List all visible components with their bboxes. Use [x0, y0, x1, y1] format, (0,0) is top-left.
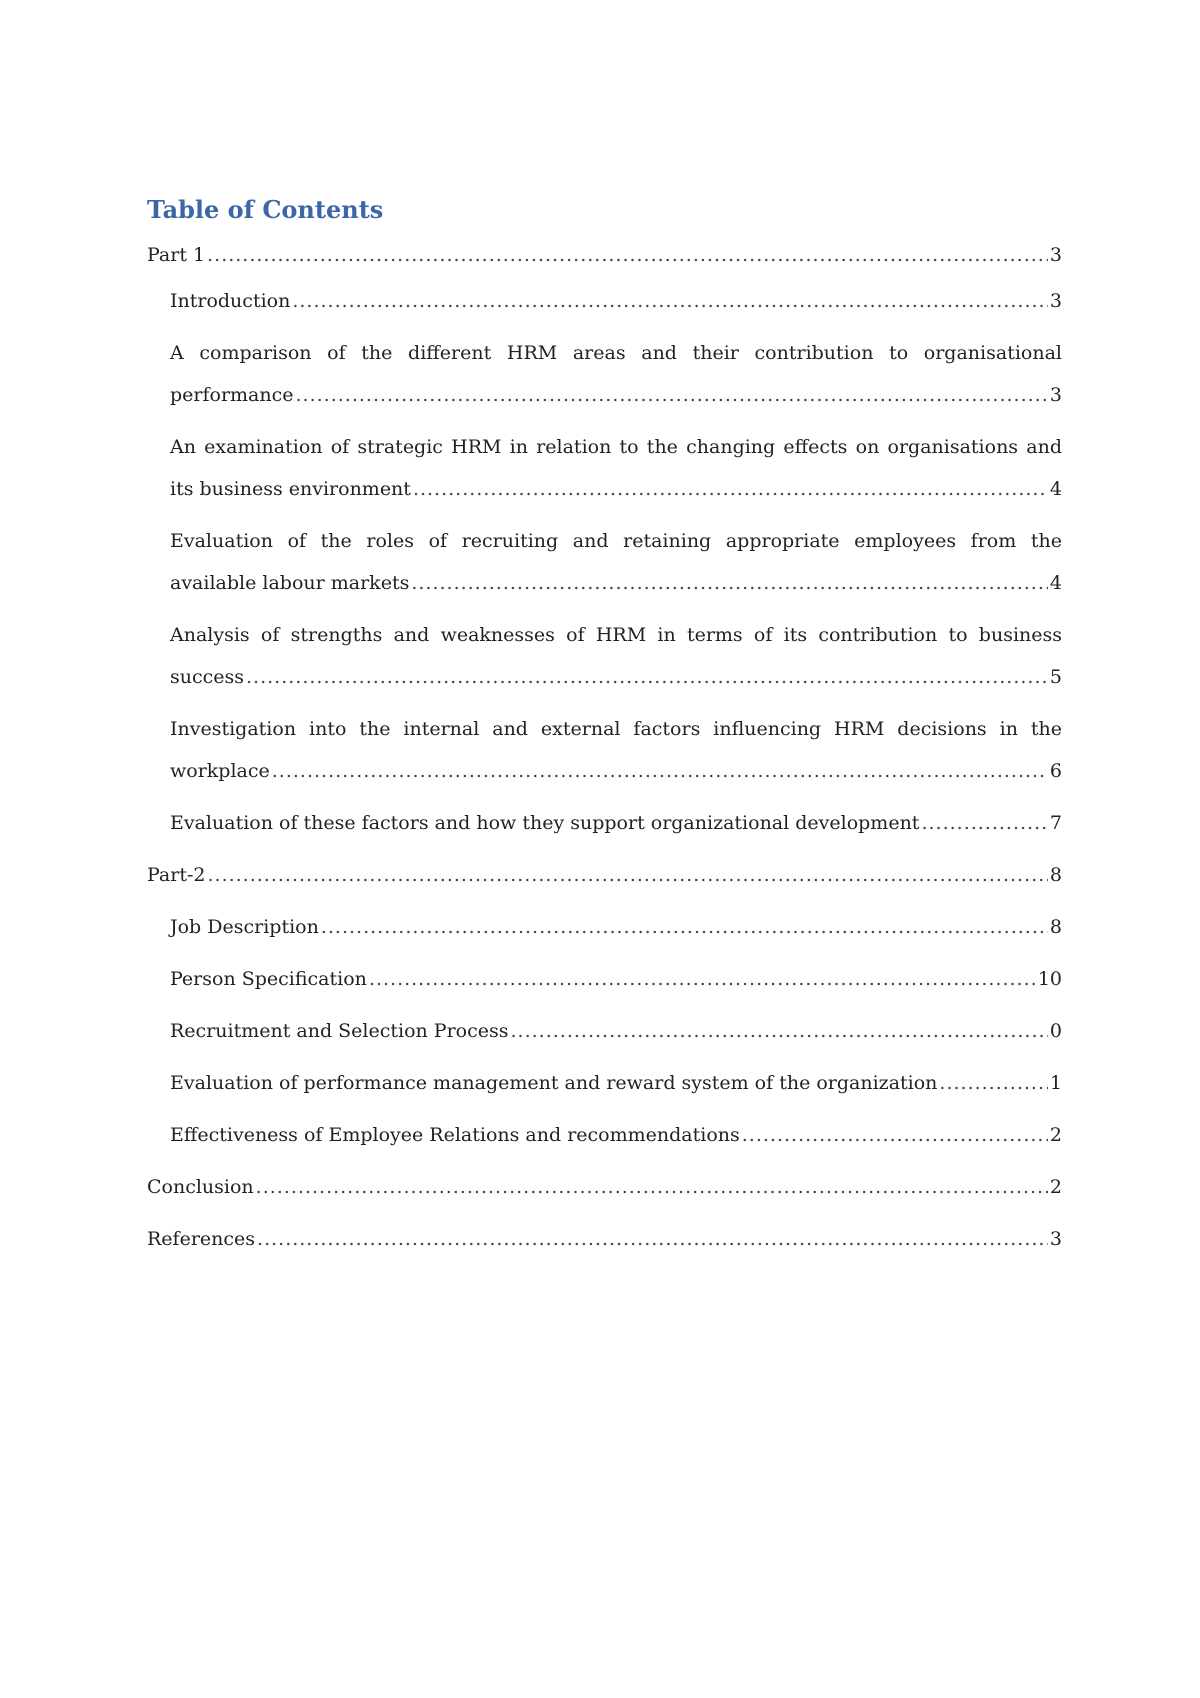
toc-entry-first-line: Investigation into the internal and external factors influencing HRM decisions in the: [170, 718, 1062, 740]
toc-entry-line: [170, 958, 1062, 1000]
toc-page-number: 8: [1049, 864, 1062, 886]
toc-entry-line: [147, 1218, 1062, 1260]
toc-entry-label: Conclusion: [147, 1176, 254, 1198]
toc-page-number: 6: [1049, 760, 1062, 782]
dot-leader: [321, 906, 1048, 948]
toc-entry-first-line: Evaluation of the roles of recruiting and retaining appropriate employees from the: [170, 530, 1062, 552]
toc-entry-first-line: Analysis of strengths and weaknesses of HRM in terms of its contribution to business: [170, 624, 1062, 646]
toc-entry-part-2[interactable]: [147, 854, 1062, 896]
dot-leader: [369, 958, 1036, 1000]
toc-page-number: 3: [1049, 290, 1062, 312]
toc-entry-label: Part-2: [147, 864, 206, 886]
toc-entry-line: [170, 374, 1062, 416]
toc-entry-label: Evaluation of these factors and how they support organizational development: [170, 812, 920, 834]
toc-entry-introduction[interactable]: [147, 280, 1062, 322]
toc-page-number: 2: [1049, 1176, 1062, 1198]
dot-leader: [207, 240, 1048, 270]
dot-leader: [742, 1114, 1048, 1156]
toc-entry-line: [170, 656, 1062, 698]
toc-entry-line: [170, 1010, 1062, 1052]
toc-page-number: 1: [1049, 1072, 1062, 1094]
toc-entry-label: Introduction: [170, 290, 291, 312]
toc-entry-references[interactable]: [147, 1218, 1062, 1260]
toc-entry-line: [147, 854, 1062, 896]
document-page: [147, 192, 1062, 1270]
toc-entry-label: Person Specification: [170, 968, 367, 990]
toc-entry-line: [170, 750, 1062, 792]
toc-page-number: 3: [1049, 384, 1062, 406]
toc-entry-label: Evaluation of performance management and reward system of the organization: [170, 1072, 938, 1094]
toc-entry-label: References: [147, 1228, 256, 1250]
toc-entry-line: [147, 240, 1062, 270]
dot-leader: [413, 468, 1048, 510]
dot-leader: [511, 1010, 1048, 1052]
toc-entry-line: [170, 1062, 1062, 1104]
toc-page-number: 7: [1049, 812, 1062, 834]
toc-entry-label: available labour markets: [170, 572, 410, 594]
toc-entry-line: [170, 802, 1062, 844]
toc-page-number: 5: [1049, 666, 1062, 688]
toc-entry-performance-management[interactable]: [147, 1062, 1062, 1104]
toc-entry-line: [170, 562, 1062, 604]
dot-leader: [411, 562, 1048, 604]
toc-entry-line: [147, 1166, 1062, 1208]
dot-leader: [207, 854, 1047, 896]
toc-entry-employee-relations[interactable]: [147, 1114, 1062, 1156]
toc-entry-label: Part 1: [147, 244, 206, 266]
toc-title: Table of Contents: [147, 195, 384, 224]
toc-entry-line: [170, 468, 1062, 510]
toc-entry-line: [170, 906, 1062, 948]
toc-entry-conclusion[interactable]: [147, 1166, 1062, 1208]
toc-entry-label: Recruitment and Selection Process: [170, 1020, 509, 1042]
toc-entry-label: workplace: [170, 760, 270, 782]
toc-entry-person-specification[interactable]: [147, 958, 1062, 1000]
toc-entry-label: its business environment: [170, 478, 411, 500]
toc-entry-first-line: A comparison of the different HRM areas and their contribution to organisational: [170, 342, 1062, 364]
dot-leader: [246, 656, 1048, 698]
toc-entry-strengths-weaknesses[interactable]: [147, 614, 1062, 698]
dot-leader: [257, 1218, 1048, 1260]
toc-entry-label: success: [170, 666, 245, 688]
dot-leader: [256, 1166, 1048, 1208]
toc-entry-line: [170, 280, 1062, 322]
toc-page-number: 4: [1049, 572, 1062, 594]
toc-page-number: 0: [1049, 1020, 1062, 1042]
dot-leader: [296, 374, 1048, 416]
toc-entry-internal-external-factors[interactable]: [147, 708, 1062, 792]
toc-entry-recruitment-selection[interactable]: [147, 1010, 1062, 1052]
toc-entry-line: [170, 1114, 1062, 1156]
toc-entry-job-description[interactable]: [147, 906, 1062, 948]
toc-page-number: 4: [1049, 478, 1062, 500]
toc-page-number: 3: [1049, 1228, 1062, 1250]
toc-entry-first-line: An examination of strategic HRM in relation to the changing effects on organisations and: [170, 436, 1062, 458]
toc-entry-part-1[interactable]: [147, 240, 1062, 270]
dot-leader: [939, 1062, 1048, 1104]
toc-entry-label: Job Description: [170, 916, 319, 938]
toc-entry-hrm-comparison[interactable]: [147, 332, 1062, 416]
toc-entry-label: Effectiveness of Employee Relations and recommendations: [170, 1124, 740, 1146]
toc-page-number: 2: [1049, 1124, 1062, 1146]
toc-page-number: 10: [1037, 968, 1062, 990]
toc-entry-recruiting-retaining[interactable]: [147, 520, 1062, 604]
dot-leader: [292, 280, 1048, 322]
toc-entry-strategic-hrm[interactable]: [147, 426, 1062, 510]
toc-entry-evaluation-factors[interactable]: [147, 802, 1062, 844]
dot-leader: [272, 750, 1048, 792]
toc-entry-label: performance: [170, 384, 294, 406]
dot-leader: [921, 802, 1047, 844]
toc-page-number: 3: [1049, 244, 1062, 266]
toc-page-number: 8: [1049, 916, 1062, 938]
